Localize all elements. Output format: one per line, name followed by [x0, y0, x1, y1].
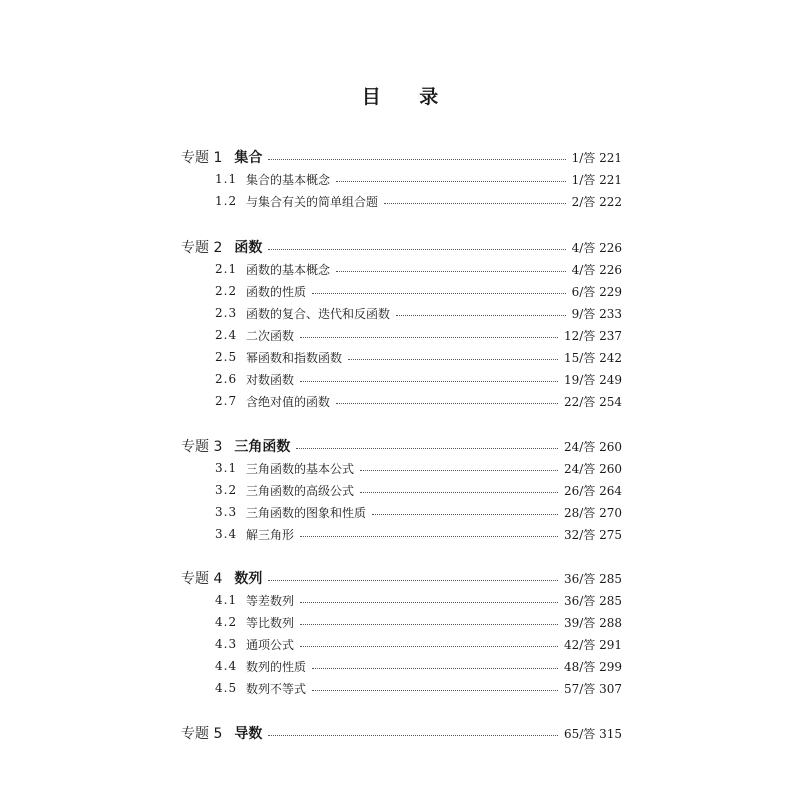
entry-name: 含绝对值的函数	[246, 394, 331, 409]
entry-name: 等差数列	[246, 593, 295, 608]
entry-name: 函数的复合、迭代和反函数	[246, 306, 391, 321]
page-reference: 39/答 288	[563, 615, 622, 630]
toc-entry	[215, 302, 622, 324]
dot-leader	[312, 293, 566, 294]
page-reference: 36/答 285	[563, 593, 622, 608]
page-reference: 4/答 226	[571, 262, 622, 277]
entry-number: 4.5	[215, 681, 238, 695]
page-reference: 48/答 299	[563, 659, 622, 674]
entry-number: 2.7	[215, 394, 238, 408]
dot-leader	[336, 403, 558, 404]
toc-entry	[215, 368, 622, 390]
entry-number: 3.1	[215, 461, 238, 475]
dot-leader	[300, 602, 558, 603]
entry-number: 4.3	[215, 637, 238, 651]
entry-name: 二次函数	[246, 328, 295, 343]
toc-entry	[215, 677, 622, 699]
toc-entry	[215, 655, 622, 677]
toc-entry	[215, 390, 622, 412]
entry-number: 4.2	[215, 615, 238, 629]
section-name: 导数	[234, 726, 263, 742]
toc-entry	[215, 346, 622, 368]
toc-entry	[215, 523, 622, 545]
entry-number: 2.5	[215, 350, 238, 364]
section-heading	[181, 236, 622, 258]
page-reference: 57/答 307	[563, 681, 622, 696]
dot-leader	[296, 448, 558, 449]
toc-entry	[215, 589, 622, 611]
section-name: 数列	[234, 571, 263, 587]
section-label: 专题 2	[181, 240, 223, 256]
dot-leader	[268, 735, 558, 736]
dot-leader	[360, 470, 558, 471]
page-reference: 12/答 237	[563, 328, 622, 343]
dot-leader	[336, 271, 566, 272]
page-reference: 42/答 291	[563, 637, 622, 652]
page-reference: 24/答 260	[563, 461, 622, 476]
page-reference: 32/答 275	[563, 527, 622, 542]
entry-name: 函数的基本概念	[246, 262, 331, 277]
entry-number: 3.2	[215, 483, 238, 497]
toc-entry	[215, 190, 622, 212]
section-heading	[181, 722, 622, 744]
page-reference: 26/答 264	[563, 483, 622, 498]
toc-entry	[215, 479, 622, 501]
page-reference: 6/答 229	[571, 284, 622, 299]
section-heading	[181, 146, 622, 168]
entry-name: 数列的性质	[246, 659, 307, 674]
section-name: 函数	[234, 240, 263, 256]
section-heading	[181, 567, 622, 589]
entry-name: 等比数列	[246, 615, 295, 630]
dot-leader	[396, 315, 566, 316]
toc-entry	[215, 457, 622, 479]
entry-number: 4.4	[215, 659, 238, 673]
dot-leader	[348, 359, 558, 360]
page-reference: 1/答 221	[571, 150, 622, 165]
entry-name: 三角函数的高级公式	[246, 483, 355, 498]
toc-entry	[215, 258, 622, 280]
entry-name: 三角函数的图象和性质	[246, 505, 367, 520]
toc-entry	[215, 168, 622, 190]
toc-entry	[215, 324, 622, 346]
entry-number: 3.4	[215, 527, 238, 541]
dot-leader	[300, 337, 558, 338]
page-reference: 9/答 233	[571, 306, 622, 321]
entry-name: 集合的基本概念	[246, 172, 331, 187]
entry-number: 1.1	[215, 172, 238, 186]
entry-name: 对数函数	[246, 372, 295, 387]
section-name: 集合	[234, 150, 263, 166]
page-reference: 2/答 222	[571, 194, 622, 209]
page-reference: 28/答 270	[563, 505, 622, 520]
entry-number: 2.4	[215, 328, 238, 342]
page-reference: 36/答 285	[563, 571, 622, 586]
dot-leader	[300, 381, 558, 382]
entry-number: 2.6	[215, 372, 238, 386]
entry-name: 通项公式	[246, 637, 295, 652]
dot-leader	[268, 249, 565, 250]
entry-number: 2.1	[215, 262, 238, 276]
entry-name: 与集合有关的简单组合题	[246, 194, 379, 209]
page-reference: 65/答 315	[563, 726, 622, 741]
dot-leader	[312, 668, 558, 669]
entry-number: 1.2	[215, 194, 238, 208]
entry-number: 3.3	[215, 505, 238, 519]
section-label: 专题 1	[181, 150, 223, 166]
entry-number: 2.2	[215, 284, 238, 298]
dot-leader	[300, 624, 558, 625]
dot-leader	[300, 536, 558, 537]
page-reference: 15/答 242	[563, 350, 622, 365]
page-reference: 1/答 221	[571, 172, 622, 187]
entry-name: 三角函数的基本公式	[246, 461, 355, 476]
toc-entry	[215, 501, 622, 523]
dot-leader	[268, 159, 565, 160]
toc-entry	[215, 280, 622, 302]
dot-leader	[372, 514, 558, 515]
dot-leader	[384, 203, 566, 204]
section-label: 专题 3	[181, 439, 223, 455]
dot-leader	[268, 580, 558, 581]
toc-entry	[215, 633, 622, 655]
section-label: 专题 5	[181, 726, 223, 742]
page-title: 目 录	[361, 86, 455, 108]
entry-number: 2.3	[215, 306, 238, 320]
entry-number: 4.1	[215, 593, 238, 607]
entry-name: 函数的性质	[246, 284, 307, 299]
section-label: 专题 4	[181, 571, 223, 587]
dot-leader	[336, 181, 566, 182]
section-heading	[181, 435, 622, 457]
entry-name: 解三角形	[246, 527, 295, 542]
toc-entry	[215, 611, 622, 633]
dot-leader	[312, 690, 558, 691]
dot-leader	[360, 492, 558, 493]
page-reference: 19/答 249	[563, 372, 622, 387]
page-reference: 24/答 260	[563, 439, 622, 454]
entry-name: 数列不等式	[246, 681, 307, 696]
page-reference: 22/答 254	[563, 394, 622, 409]
dot-leader	[300, 646, 558, 647]
entry-name: 幂函数和指数函数	[246, 350, 343, 365]
section-name: 三角函数	[234, 439, 291, 455]
page-reference: 4/答 226	[571, 240, 622, 255]
